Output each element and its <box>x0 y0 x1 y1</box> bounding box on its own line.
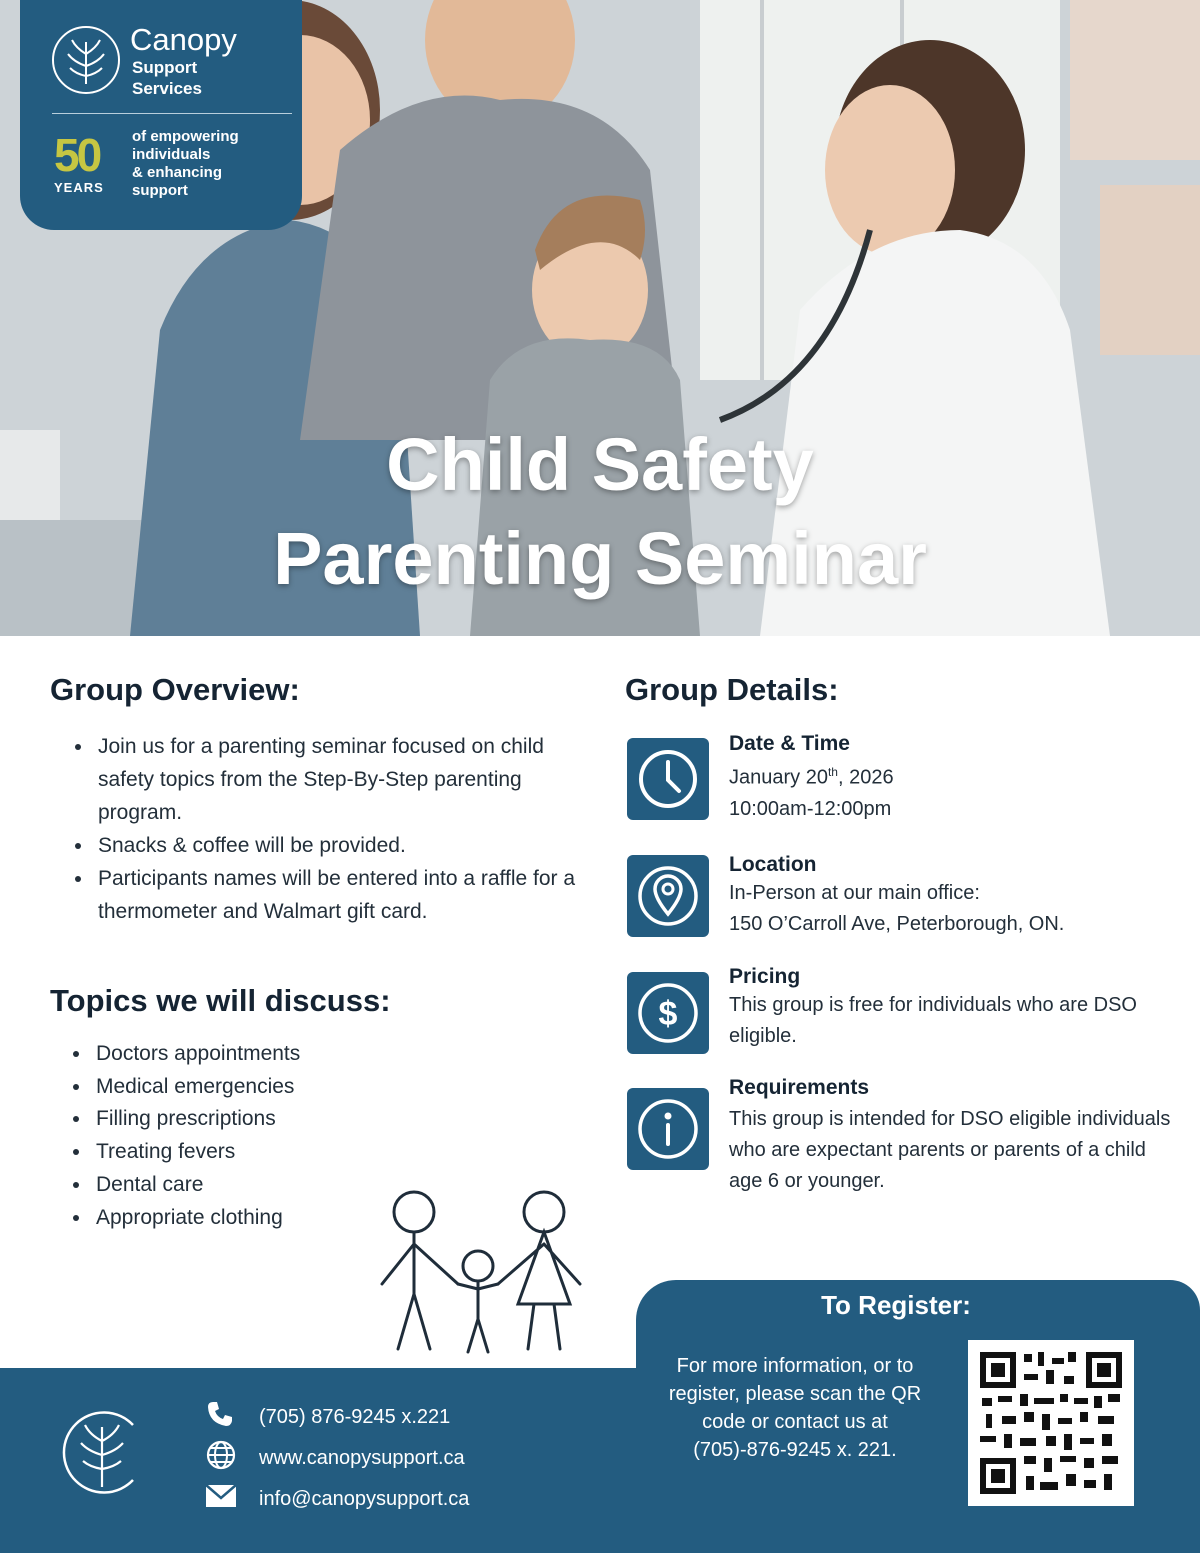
location-pin-icon <box>627 855 709 937</box>
hero-photo <box>0 0 1200 636</box>
seminar-title: Child Safety Parenting Seminar <box>273 423 927 600</box>
location-title: Location <box>729 853 817 876</box>
list-item: • Medical emergencies <box>92 1071 412 1104</box>
requirements-text: This group is intended for DSO eligible individuals who are expectant parents or parents of a child age 6 or younger. <box>729 1108 1171 1192</box>
overview-list <box>72 730 594 928</box>
topics-heading: Topics we will discuss: <box>50 983 391 1018</box>
pricing-text: This group is free for individuals who are DSO eligible. <box>729 994 1137 1047</box>
topics-list <box>70 1038 412 1234</box>
phone-number: (705) 876-9245 x.221 <box>259 1405 451 1428</box>
svg-text:$: $ <box>658 995 678 1033</box>
overview-heading: Group Overview: <box>50 672 300 707</box>
list-item: • Appropriate clothing <box>92 1202 412 1235</box>
pricing-title: Pricing <box>729 965 801 988</box>
globe-icon <box>205 1439 239 1477</box>
clock-icon <box>627 738 709 820</box>
list-item: • Doctors appointments <box>92 1038 412 1071</box>
contact-email[interactable] <box>205 1484 469 1514</box>
brand-logo-panel <box>20 0 302 230</box>
email-link: info@canopysupport.ca <box>259 1487 470 1510</box>
website-link: www.canopysupport.ca <box>259 1446 465 1469</box>
logo-divider <box>52 113 292 114</box>
family-illustration-icon <box>368 1184 590 1356</box>
anniversary-word: YEARS <box>54 180 104 195</box>
brand-subtitle: Support Services <box>132 58 202 98</box>
list-item: • Dental care <box>92 1169 412 1202</box>
date-time-text: January 20th, 2026 10:00am-12:00pm <box>729 765 894 820</box>
date-time-title: Date & Time <box>729 732 850 755</box>
phone-icon <box>205 1399 239 1435</box>
location-text: In-Person at our main office: 150 O’Carroll Ave, Peterborough, ON. <box>729 882 1065 935</box>
mail-icon <box>205 1484 239 1514</box>
qr-code-icon <box>968 1340 1134 1506</box>
canopy-tree-logo-icon <box>50 24 122 96</box>
info-icon <box>627 1088 709 1170</box>
register-text: For more information, or to register, please scan the QR code or contact us at (705)-876-9245 x. 221. <box>668 1355 922 1461</box>
requirements-title: Requirements <box>729 1076 870 1099</box>
anniversary-text: of empowering individuals & enhancing support <box>132 128 239 199</box>
contact-website[interactable] <box>205 1443 465 1473</box>
register-heading: To Register: <box>821 1290 971 1320</box>
list-item: • Filling prescriptions <box>92 1103 412 1136</box>
list-item: • Join us for a parenting seminar focused on child safety topics from the Step-By-Step parenting program. <box>94 730 594 829</box>
dollar-icon <box>627 972 709 1054</box>
list-item: • Participants names will be entered into a raffle for a thermometer and Walmart gift card. <box>94 862 594 928</box>
details-heading: Group Details: <box>625 672 839 707</box>
list-item: • Treating fevers <box>92 1136 412 1169</box>
canopy-footer-logo-icon <box>55 1405 150 1500</box>
brand-name: Canopy <box>130 22 237 57</box>
anniversary-number: 50 <box>54 129 100 181</box>
qr-code[interactable] <box>968 1340 1134 1506</box>
contact-phone[interactable] <box>205 1402 450 1432</box>
list-item: • Snacks & coffee will be provided. <box>94 829 594 862</box>
